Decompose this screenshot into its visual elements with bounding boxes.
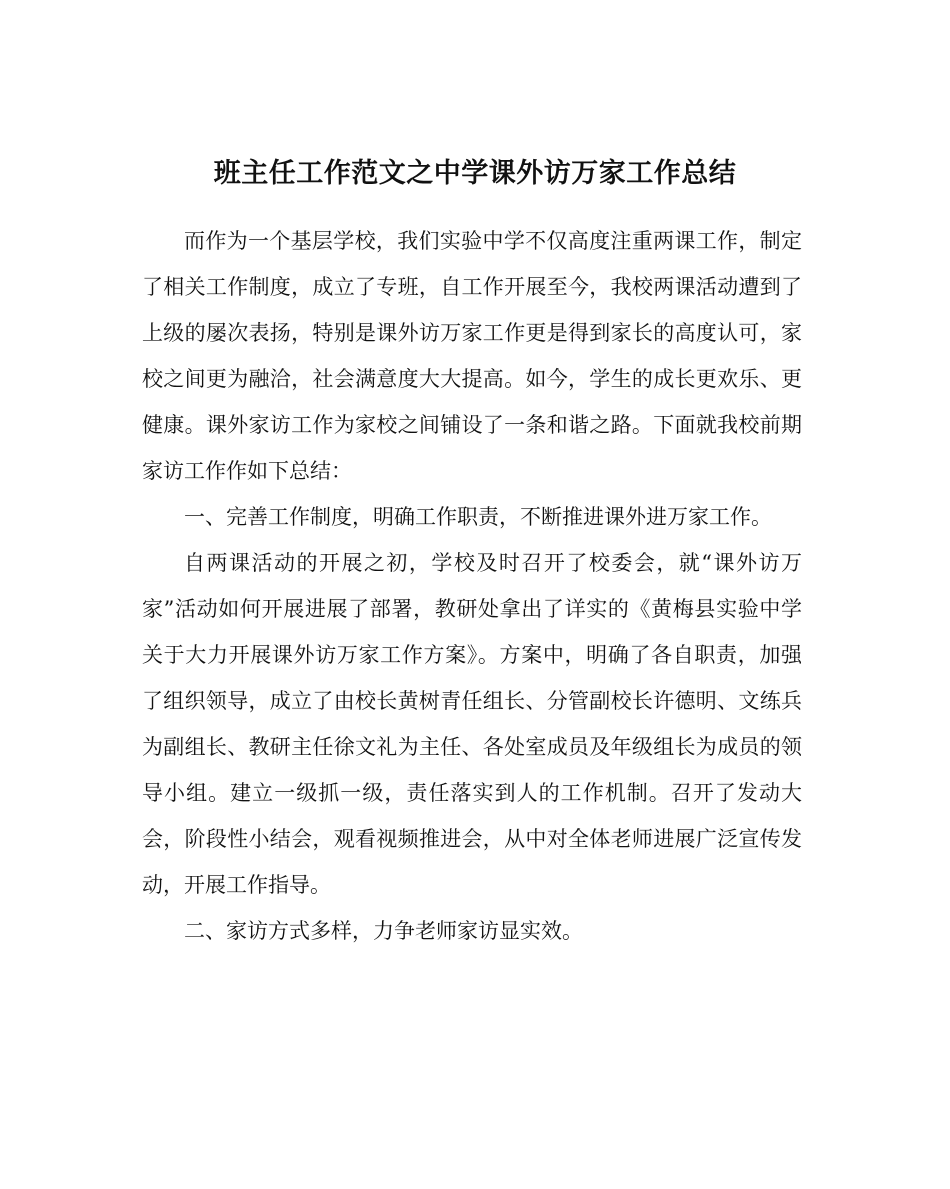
document-body (142, 218, 802, 954)
paragraph-heading-one: 一、完善工作制度，明确工作职责，不断推进课外进万家工作。 (184, 505, 772, 529)
paragraph-work-system: 自两课活动的开展之初，学校及时召开了校委会，就“课外访万家”活动如何开展进展了部署，教研处拿出了详实的《黄梅县实验中学关于大力开展课外访万家工作方案》。方案中，明确了各自职责，加强了组织领导，成立了由校长黄树青任组长、分管副校长许德明、文练兵为副组长、教研主任徐文礼为主任、各处室成员及年级组长为成员的领导小组。建立一级抓一级，责任落实到人的工作机制。召开了发动大会，阶段性小结会，观看视频推进会，从中对全体老师进展广泛宣传发动，开展工作指导。 (142, 551, 802, 897)
document-title: 班主任工作范文之中学课外访万家工作总结 (213, 158, 737, 190)
paragraph-intro: 而作为一个基层学校，我们实验中学不仅高度注重两课工作，制定了相关工作制度，成立了专班，自工作开展至今，我校两课活动遭到了上级的屡次表扬，特别是课外访万家工作更是得到家长的高度认可，家校之间更为融洽，社会满意度大大提高。如今，学生的成长更欢乐、更健康。课外家访工作为家校之间铺设了一条和谐之路。下面就我校前期家访工作作如下总结： (142, 229, 802, 483)
paragraph-heading-two: 二、家访方式多样，力争老师家访显实效。 (184, 919, 583, 943)
